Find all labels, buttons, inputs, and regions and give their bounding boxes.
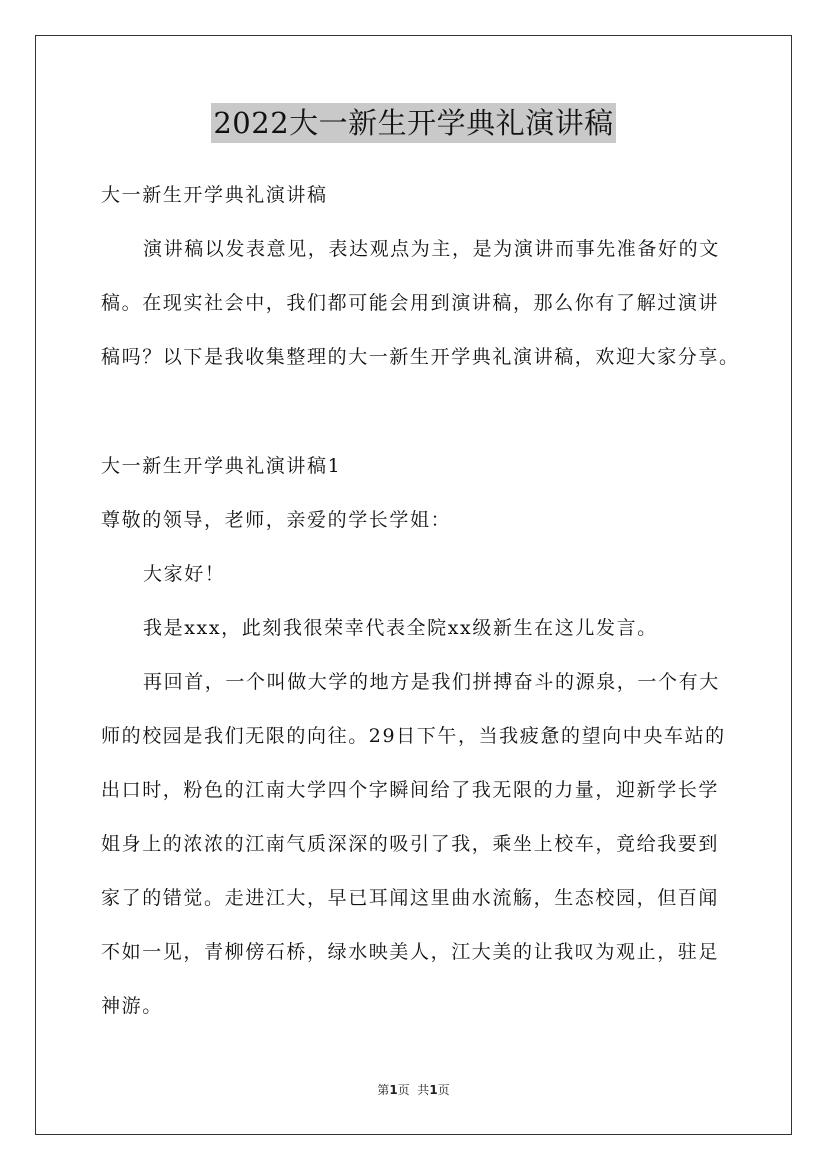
footer-page-mid: 页 共 xyxy=(397,1083,430,1097)
paragraph-2-line-3: 出口时，粉色的江南大学四个字瞬间给了我无限的力量，迎新学长学 xyxy=(101,779,720,801)
document-subtitle: 大一新生开学典礼演讲稿 xyxy=(101,184,328,206)
paragraph-2-line-5: 家了的错觉。走进江大，早已耳闻这里曲水流觞，生态校园，但百闻 xyxy=(101,887,720,909)
paragraph-1: 我是xxx，此刻我很荣幸代表全院xx级新生在这儿发言。 xyxy=(143,617,658,639)
paragraph-2-line-7: 神游。 xyxy=(101,995,163,1017)
greeting: 大家好！ xyxy=(143,563,226,585)
document-title: 2022大一新生开学典礼演讲稿 xyxy=(211,103,615,143)
footer-page-suffix: 页 xyxy=(437,1083,450,1097)
page-footer xyxy=(0,1082,827,1098)
intro-line-3: 稿吗？以下是我收集整理的大一新生开学典礼演讲稿，欢迎大家分享。 xyxy=(101,346,740,368)
salutation: 尊敬的领导，老师，亲爱的学长学姐： xyxy=(101,509,452,531)
paragraph-2-line-6: 不如一见，青柳傍石桥，绿水映美人，江大美的让我叹为观止，驻足 xyxy=(101,941,720,963)
footer-page-total: 1 xyxy=(429,1083,438,1097)
paragraph-2-line-2: 师的校园是我们无限的向往。29日下午，当我疲惫的望向中央车站的 xyxy=(101,725,726,747)
title-container xyxy=(0,103,827,143)
paragraph-2-line-4: 姐身上的浓浓的江南气质深深的吸引了我，乘坐上校车，竟给我要到 xyxy=(101,833,720,855)
intro-line-1: 演讲稿以发表意见，表达观点为主，是为演讲而事先准备好的文 xyxy=(143,238,720,260)
intro-line-2: 稿。在现实社会中，我们都可能会用到演讲稿，那么你有了解过演讲 xyxy=(101,292,720,314)
footer-page-number: 1 xyxy=(389,1083,398,1097)
footer-page-prefix: 第 xyxy=(377,1083,390,1097)
paragraph-2-line-1: 再回首，一个叫做大学的地方是我们拼搏奋斗的源泉，一个有大 xyxy=(143,671,720,693)
section-heading: 大一新生开学典礼演讲稿1 xyxy=(101,455,342,477)
